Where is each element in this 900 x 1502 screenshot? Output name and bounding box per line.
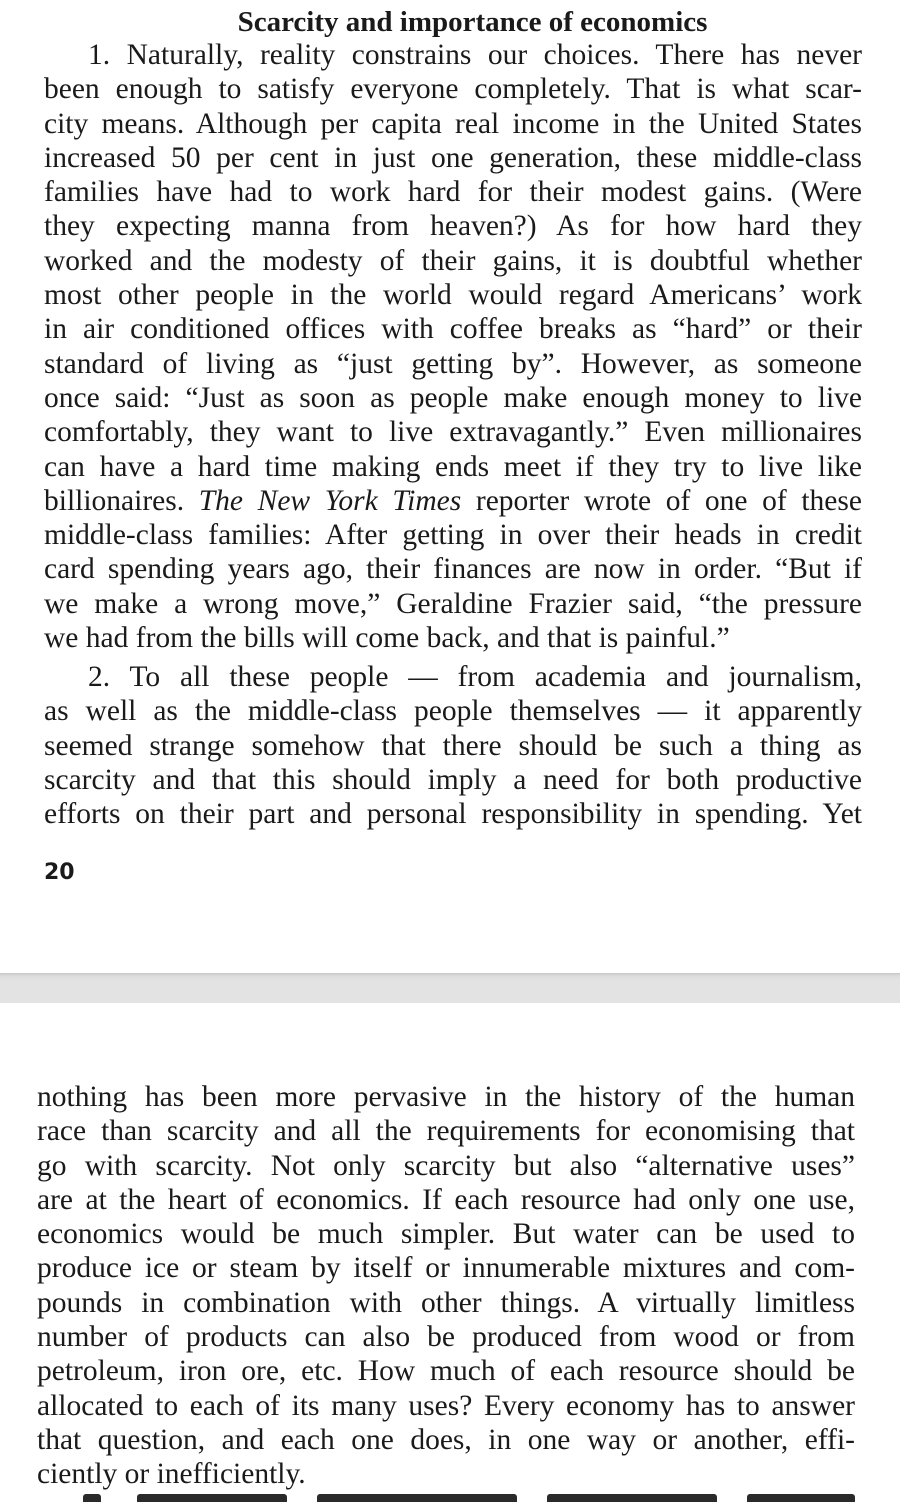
bottom-page xyxy=(0,1003,900,1502)
glyph-fragment xyxy=(547,1494,717,1502)
page-separator xyxy=(0,973,900,1003)
text-line: been enough to satisfy everyone completely. That is what scar- xyxy=(44,73,862,106)
text-line: efforts on their part and personal responsibility in spending. Yet xyxy=(44,798,862,831)
text-line: we had from the bills will come back, and that is painful.” xyxy=(44,622,730,655)
text-line: in air conditioned offices with coffee breaks as “hard” or their xyxy=(44,313,862,346)
text-line: petroleum, iron ore, etc. How much of each resource should be xyxy=(37,1355,855,1388)
text-line: produce ice or steam by itself or innumerable mixtures and com- xyxy=(37,1252,855,1285)
section-heading: Scarcity and importance of economics xyxy=(237,6,708,38)
text-line: 2. To all these people — from academia and journalism, xyxy=(88,661,862,693)
text-line: most other people in the world would regard Americans’ work xyxy=(44,279,862,312)
cut-off-next-line xyxy=(37,1488,855,1502)
text-line: comfortably, they want to live extravagantly.” Even millionaires xyxy=(44,416,862,449)
text-line: ciently or inefficiently. xyxy=(37,1458,306,1491)
text-segment: reporter wrote of one of these xyxy=(461,484,862,517)
text-line: city means. Although per capita real income in the United States xyxy=(44,107,862,140)
glyph-fragment xyxy=(747,1494,855,1502)
glyph-fragment xyxy=(317,1494,517,1502)
page-number: 20 xyxy=(44,860,75,885)
text-line: seemed strange somehow that there should be such a thing as xyxy=(44,729,862,762)
text-line: we make a wrong move,” Geraldine Frazier said, “the pressure xyxy=(44,587,862,620)
paragraph-1 xyxy=(44,38,862,655)
text-line: number of products can also be produced from wood or from xyxy=(37,1321,855,1354)
text-line: standard of living as “just getting by”. However, as someone xyxy=(44,347,862,380)
text-line-with-italic xyxy=(44,484,862,518)
text-line: once said: “Just as soon as people make enough money to live xyxy=(44,381,862,414)
text-line: families have had to work hard for their modest gains. (Were xyxy=(44,176,862,209)
glyph-fragment xyxy=(83,1494,101,1502)
text-line: card spending years ago, their finances are now in order. “But if xyxy=(44,553,862,586)
text-line: can have a hard time making ends meet if they try to live like xyxy=(44,450,862,483)
text-line: pounds in combination with other things. A virtually limitless xyxy=(37,1286,855,1319)
text-line: go with scarcity. Not only scarcity but also “alternative uses” xyxy=(37,1149,855,1182)
text-line: they expecting manna from heaven?) As for how hard they xyxy=(44,210,862,243)
text-line: allocated to each of its many uses? Every economy has to answer xyxy=(37,1389,855,1422)
text-line: middle-class families: After getting in over their heads in credit xyxy=(44,519,862,552)
text-line: worked and the modesty of their gains, it is doubtful whether xyxy=(44,244,862,277)
newspaper-title: The New York Times xyxy=(198,484,462,517)
text-line: scarcity and that this should imply a need for both productive xyxy=(44,763,862,796)
text-segment: billionaires. xyxy=(44,484,199,517)
text-line: as well as the middle-class people themselves — it apparently xyxy=(44,695,862,728)
text-line: race than scarcity and all the requirements for economising that xyxy=(37,1115,855,1148)
text-line: nothing has been more pervasive in the history of the human xyxy=(37,1081,855,1113)
text-line: 1. Naturally, reality constrains our choices. There has never xyxy=(88,39,862,71)
paragraph-3 xyxy=(37,1080,855,1492)
text-line: that question, and each one does, in one way or another, effi- xyxy=(37,1423,855,1456)
text-line: economics would be much simpler. But water can be used to xyxy=(37,1218,855,1251)
text-line: are at the heart of economics. If each resource had only one use, xyxy=(37,1183,855,1216)
paragraph-2 xyxy=(44,660,862,831)
text-line: increased 50 per cent in just one generation, these middle-class xyxy=(44,141,862,174)
glyph-fragment xyxy=(137,1494,287,1502)
